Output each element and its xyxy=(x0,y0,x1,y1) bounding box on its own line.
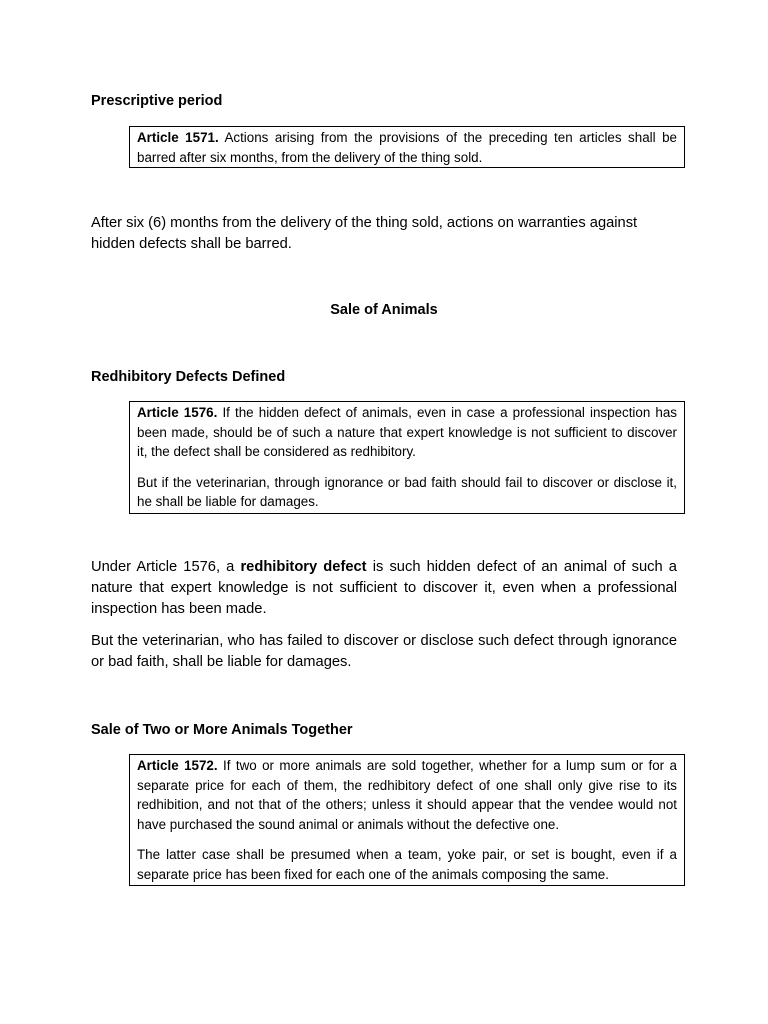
article-1572-box xyxy=(129,754,685,886)
section-title-sale-of-animals: Sale of Animals xyxy=(330,302,438,318)
article-body: If two or more animals are sold together, whether for a lump sum or for a separate price for each of them, the redhibitory defect of one shall only give rise to its redhibition, and not that of the others; unless it should appear that the vendee would not have purchased the sound animal or animals without the defective one. xyxy=(137,758,677,832)
article-1576-box xyxy=(129,401,685,514)
article-number: Article 1571. xyxy=(137,130,219,145)
article-number: Article 1576. xyxy=(137,405,218,420)
article-1576-paragraph-2: But if the veterinarian, through ignorance or bad faith should fail to discover or disclose it, he shall be liable for damages. xyxy=(137,474,677,509)
section-heading-prescriptive-period: Prescriptive period xyxy=(91,93,223,109)
term-redhibitory-defect: redhibitory defect xyxy=(240,559,367,575)
prescriptive-commentary: After six (6) months from the delivery of the thing sold, actions on warranties against hidden defects shall be barred. xyxy=(91,215,638,252)
article-1572-paragraph-1 xyxy=(137,756,677,834)
article-body: If the hidden defect of animals, even in case a professional inspection has been made, should be of such a nature that expert knowledge is not sufficient to discover it, the defect shall be considered as redhibitory. xyxy=(137,405,677,459)
redhibitory-commentary-2: But the veterinarian, who has failed to discover or disclose such defect through ignorance or bad faith, shall be liable for damages. xyxy=(91,633,677,670)
article-1576-paragraph-1 xyxy=(137,403,677,462)
section-heading-two-or-more-animals: Sale of Two or More Animals Together xyxy=(91,722,353,738)
article-1571-box xyxy=(129,126,685,168)
article-1571-text xyxy=(137,128,677,167)
article-body: Actions arising from the provisions of the preceding ten articles shall be barred after six months, from the delivery of the thing sold. xyxy=(137,130,677,165)
article-1572-paragraph-2: The latter case shall be presumed when a team, yoke pair, or set is bought, even if a separate price has been fixed for each one of the animals composing the same. xyxy=(137,847,677,882)
commentary-text: is such hidden defect of an animal of such a nature that expert knowledge is not sufficient to discover it, even when a professional inspection has been made. xyxy=(91,559,677,617)
commentary-text: Under Article 1576, a xyxy=(91,559,241,575)
section-heading-redhibitory-defects: Redhibitory Defects Defined xyxy=(91,369,286,385)
redhibitory-commentary-1 xyxy=(91,557,677,619)
article-number: Article 1572. xyxy=(137,758,218,773)
